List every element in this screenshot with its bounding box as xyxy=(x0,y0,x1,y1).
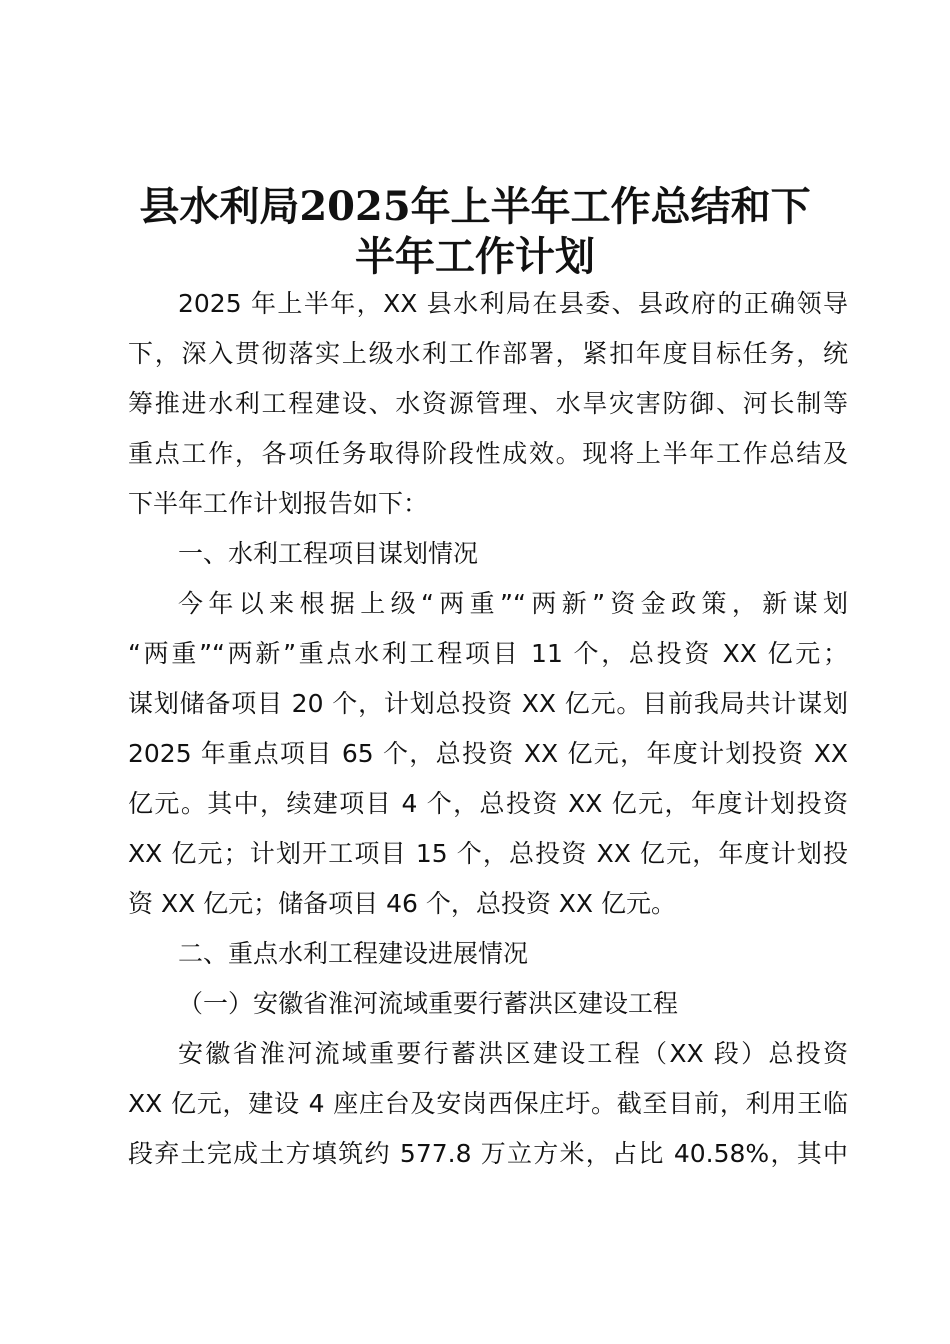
paragraph-line: 2025 年上半年，XX 县水利局在县委、县政府的正确领导 xyxy=(178,289,848,318)
paragraph-line: 筹推进水利工程建设、水资源管理、水旱灾害防御、河长制等 xyxy=(128,389,848,418)
paragraph-line: 段弃土完成土方填筑约 577.8 万立方米，占比 40.58%，其中 xyxy=(128,1139,848,1168)
paragraph-line: 亿元。其中，续建项目 4 个，总投资 XX 亿元，年度计划投资 xyxy=(128,789,848,818)
paragraph-line: 下，深入贯彻落实上级水利工作部署，紧扣年度目标任务，统 xyxy=(128,339,848,368)
document-title-line-1: 县水利局2025年上半年工作总结和下 xyxy=(139,183,811,230)
paragraph-line: 资 XX 亿元；储备项目 46 个，总投资 XX 亿元。 xyxy=(128,889,676,918)
paragraph-line: 重点工作，各项任务取得阶段性成效。现将上半年工作总结及 xyxy=(128,439,848,468)
paragraph-line: 谋划储备项目 20 个，计划总投资 XX 亿元。目前我局共计谋划 xyxy=(128,689,848,718)
document-title-line-2: 半年工作计划 xyxy=(355,233,595,280)
paragraph-line: 今年以来根据上级“两重”“两新”资金政策，新谋划 xyxy=(178,589,848,618)
paragraph-line: 2025 年重点项目 65 个，总投资 XX 亿元，年度计划投资 XX xyxy=(128,739,848,768)
section-heading: 二、重点水利工程建设进展情况 xyxy=(178,939,529,968)
paragraph-line: “两重”“两新”重点水利工程项目 11 个，总投资 XX 亿元； xyxy=(128,639,848,668)
paragraph-line: XX 亿元，建设 4 座庄台及安岗西保庄圩。截至目前，利用王临 xyxy=(128,1089,848,1118)
paragraph-line: 安徽省淮河流域重要行蓄洪区建设工程（XX 段）总投资 xyxy=(178,1039,848,1068)
section-heading: 一、水利工程项目谋划情况 xyxy=(178,539,479,568)
subsection-heading: （一）安徽省淮河流域重要行蓄洪区建设工程 xyxy=(178,989,679,1018)
paragraph-line: 下半年工作计划报告如下： xyxy=(128,489,429,518)
paragraph-line: XX 亿元；计划开工项目 15 个，总投资 XX 亿元，年度计划投 xyxy=(128,839,848,868)
